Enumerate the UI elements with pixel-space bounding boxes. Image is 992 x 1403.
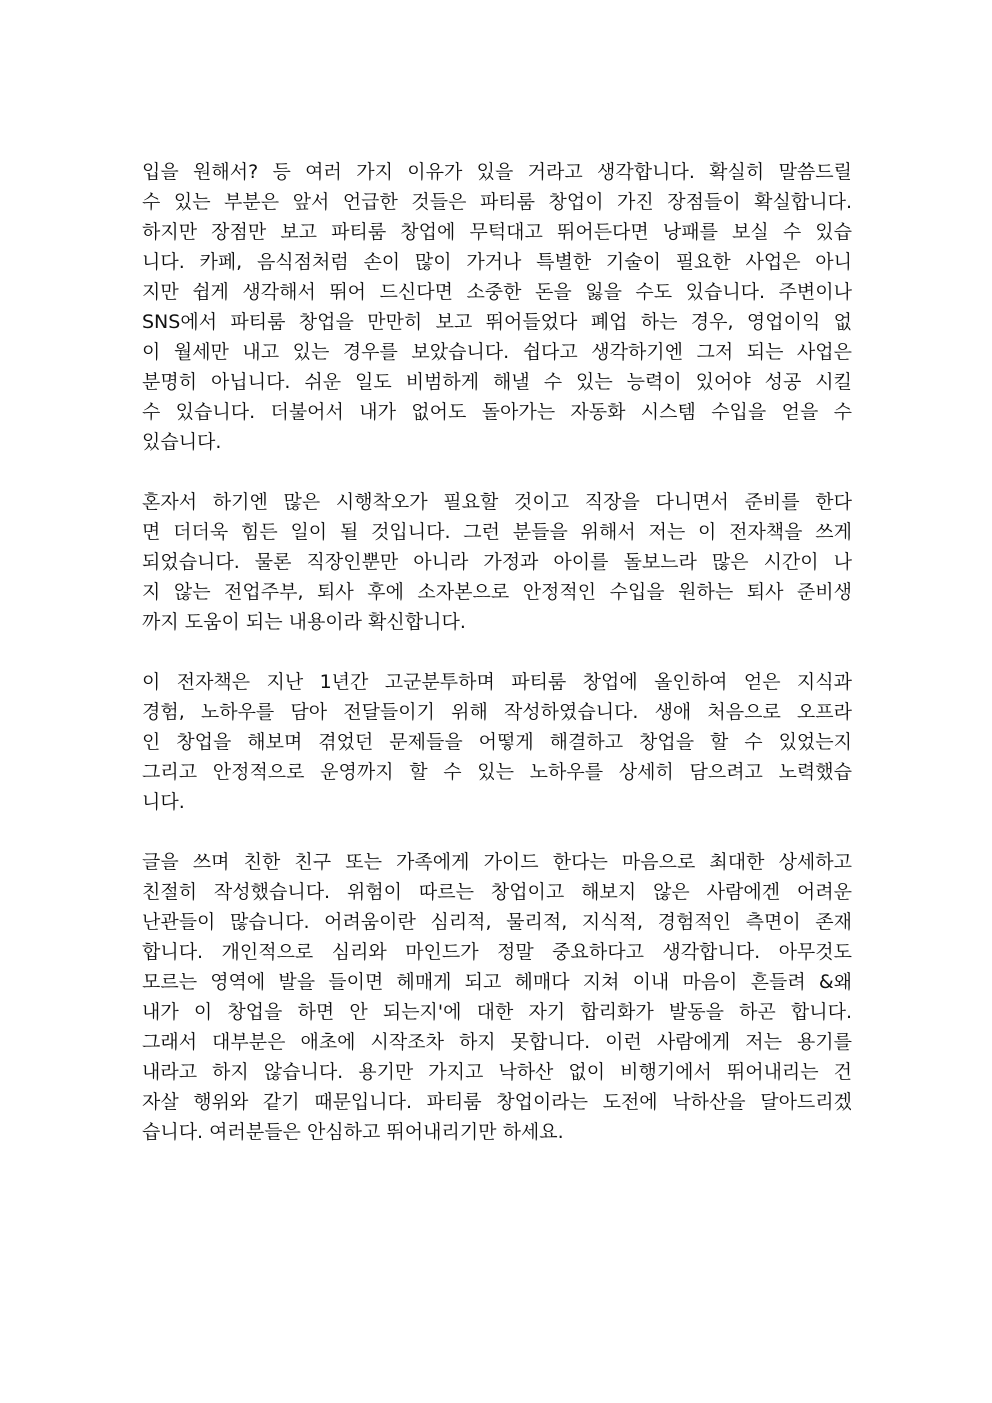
paragraph-2 bbox=[142, 487, 852, 637]
text-line: 글을 쓰며 친한 친구 또는 가족에게 가이드 한다는 마음으로 최대한 상세하고 bbox=[142, 851, 852, 873]
text-line: 이 전자책은 지난 1년간 고군분투하며 파티룸 창업에 올인하여 얻은 지식과 bbox=[142, 671, 852, 693]
text-line: 수 있는 부분은 앞서 언급한 것들은 파티룸 창업이 가진 장점들이 확실합니다. bbox=[142, 191, 852, 213]
text-line: 니다. bbox=[142, 791, 185, 813]
text-line: 인 창업을 해보며 겪었던 문제들을 어떻게 해결하고 창업을 할 수 있었는지 bbox=[142, 731, 852, 753]
text-line: 지 않는 전업주부, 퇴사 후에 소자본으로 안정적인 수입을 원하는 퇴사 준비생 bbox=[142, 581, 852, 603]
text-line: 내가 이 창업을 하면 안 되는지'에 대한 자기 합리화가 발동을 하곤 합니다. bbox=[142, 1001, 852, 1023]
text-line: 입을 원해서? 등 여러 가지 이유가 있을 거라고 생각합니다. 확실히 말씀드릴 bbox=[142, 161, 852, 183]
text-line: 까지 도움이 되는 내용이라 확신합니다. bbox=[142, 611, 466, 633]
text-line: 난관들이 많습니다. 어려움이란 심리적, 물리적, 지식적, 경험적인 측면이 존재 bbox=[142, 911, 852, 933]
text-line: 그래서 대부분은 애초에 시작조차 하지 못합니다. 이런 사람에게 저는 용기를 bbox=[142, 1031, 852, 1053]
text-line: 내라고 하지 않습니다. 용기만 가지고 낙하산 없이 비행기에서 뛰어내리는 건 bbox=[142, 1061, 852, 1083]
text-line: 혼자서 하기엔 많은 시행착오가 필요할 것이고 직장을 다니면서 준비를 한다 bbox=[142, 491, 852, 513]
text-line: 니다. 카페, 음식점처럼 손이 많이 가거나 특별한 기술이 필요한 사업은 아니 bbox=[142, 251, 852, 273]
text-line: 경험, 노하우를 담아 전달들이기 위해 작성하였습니다. 생애 처음으로 오프라 bbox=[142, 701, 852, 723]
text-line: 습니다. 여러분들은 안심하고 뛰어내리기만 하세요. bbox=[142, 1121, 564, 1143]
text-line: SNS에서 파티룸 창업을 만만히 보고 뛰어들었다 폐업 하는 경우, 영업이익 없 bbox=[142, 311, 852, 333]
text-line: 친절히 작성했습니다. 위험이 따르는 창업이고 해보지 않은 사람에겐 어려운 bbox=[142, 881, 852, 903]
text-line: 이 월세만 내고 있는 경우를 보았습니다. 쉽다고 생각하기엔 그저 되는 사업은 bbox=[142, 341, 852, 363]
text-line: 면 더더욱 힘든 일이 될 것입니다. 그런 분들을 위해서 저는 이 전자책을 쓰게 bbox=[142, 521, 852, 543]
paragraph-3 bbox=[142, 667, 852, 817]
text-line: 그리고 안정적으로 운영까지 할 수 있는 노하우를 상세히 담으려고 노력했습 bbox=[142, 761, 852, 783]
text-line: 분명히 아닙니다. 쉬운 일도 비범하게 해낼 수 있는 능력이 있어야 성공 시킬 bbox=[142, 371, 852, 393]
text-line: 지만 쉽게 생각해서 뛰어 드신다면 소중한 돈을 잃을 수도 있습니다. 주변이나 bbox=[142, 281, 852, 303]
text-line: 있습니다. bbox=[142, 431, 222, 453]
text-line: 자살 행위와 같기 때문입니다. 파티룸 창업이라는 도전에 낙하산을 달아드리겠 bbox=[142, 1091, 852, 1113]
text-line: 하지만 장점만 보고 파티룸 창업에 무턱대고 뛰어든다면 낭패를 보실 수 있습 bbox=[142, 221, 852, 243]
paragraph-4 bbox=[142, 847, 852, 1147]
body-text bbox=[142, 157, 852, 1177]
text-line: 수 있습니다. 더불어서 내가 없어도 돌아가는 자동화 시스템 수입을 얻을 수 bbox=[142, 401, 852, 423]
text-line: 합니다. 개인적으로 심리와 마인드가 정말 중요하다고 생각합니다. 아무것도 bbox=[142, 941, 852, 963]
paragraph-1 bbox=[142, 157, 852, 457]
text-line: 되었습니다. 물론 직장인뿐만 아니라 가정과 아이를 돌보느라 많은 시간이 나 bbox=[142, 551, 852, 573]
text-line: 모르는 영역에 발을 들이면 헤매게 되고 헤매다 지쳐 이내 마음이 흔들려 &왜 bbox=[142, 971, 852, 993]
